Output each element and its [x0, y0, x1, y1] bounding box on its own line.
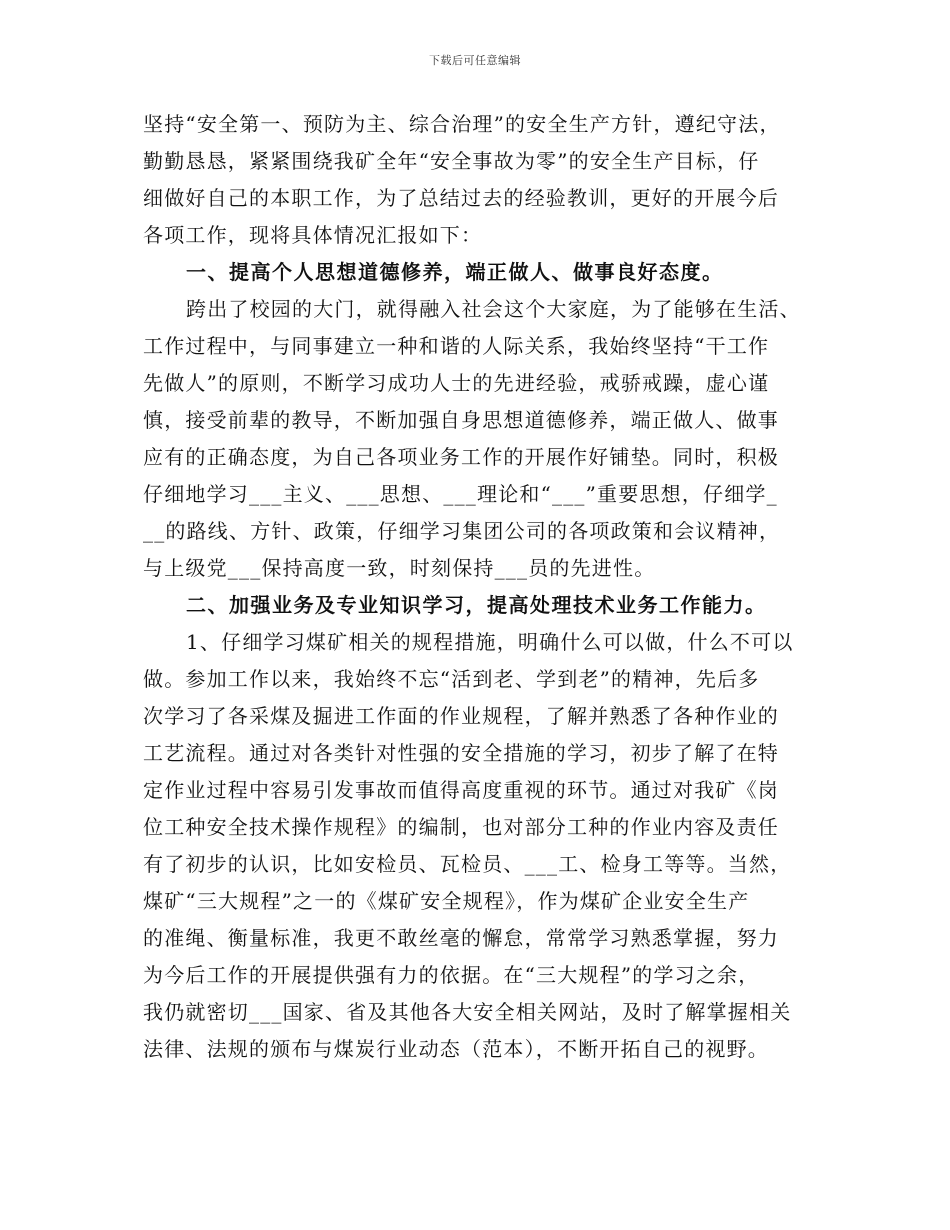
text-line: 次学习了各采煤及掘进工作面的作业规程，了解并熟悉了各种作业的	[143, 704, 779, 728]
text-line: 工艺流程。通过对各类针对性强的安全措施的学习，初步了解了在特	[143, 741, 779, 765]
text-line: 跨出了校园的大门，就得融入社会这个大家庭，为了能够在生活、	[186, 297, 801, 321]
section-heading: 二、加强业务及专业知识学习，提高处理技术业务工作能力。	[186, 593, 767, 617]
text-line: 煤矿“三大规程”之一的《煤矿安全规程》，作为煤矿企业安全生产	[143, 889, 750, 913]
text-line: 有了初步的认识，比如安检员、瓦检员、___工、检身工等等。当然，	[143, 852, 792, 876]
text-line: 工作过程中，与同事建立一种和谐的人际关系，我始终坚持“干工作	[143, 334, 770, 358]
text-line: 法律、法规的颁布与煤炭行业动态（范本），不断开拓自己的视野。	[143, 1037, 769, 1061]
text-line: 为今后工作的开展提供强有力的依据。在“三大规程”的学习之余，	[143, 963, 760, 987]
text-line: 位工种安全技术操作规程》的编制，也对部分工种的作业内容及责任	[143, 815, 779, 839]
section-heading: 一、提高个人思想道德修养，端正做人、做事良好态度。	[186, 260, 724, 284]
document-body	[143, 106, 811, 1068]
text-line: 仔细地学习___主义、___思想、___理论和“___”重要思想，仔细学_	[143, 482, 778, 506]
text-line: 勤勤恳恳，紧紧围绕我矿全年“安全事故为零”的安全生产目标，仔	[143, 149, 760, 173]
text-line: 做。参加工作以来，我始终不忘“活到老、学到老”的精神，先后多	[143, 667, 760, 691]
text-line: 的准绳、衡量标准，我更不敢丝毫的懈怠，常常学习熟悉掌握，努力	[143, 926, 779, 950]
text-line: 与上级党___保持高度一致，时刻保持___员的先进性。	[143, 556, 656, 580]
page-header: 下载后可任意编辑	[429, 54, 521, 67]
text-line: __的路线、方针、政策，仔细学习集团公司的各项政策和会议精神，	[143, 519, 781, 543]
text-line: 各项工作，现将具体情况汇报如下：	[143, 223, 483, 247]
text-line: 慎，接受前辈的教导，不断加强自身思想道德修养，端正做人、做事	[143, 408, 779, 432]
text-line: 1、仔细学习煤矿相关的规程措施，明确什么可以做，什么不可以	[186, 630, 794, 654]
text-line: 我仍就密切___国家、省及其他各大安全相关网站，及时了解掌握相关	[143, 1000, 792, 1024]
text-line: 先做人”的原则，不断学习成功人士的先进经验，戒骄戒躁，虚心谨	[143, 371, 770, 395]
text-line: 应有的正确态度，为自己各项业务工作的开展作好铺垫。同时，积极	[143, 445, 779, 469]
text-line: 定作业过程中容易引发事故而值得高度重视的环节。通过对我矿《岗	[143, 778, 779, 802]
text-line: 细做好自己的本职工作，为了总结过去的经验教训，更好的开展今后	[143, 186, 779, 210]
text-line: 坚持“安全第一、预防为主、综合治理”的安全生产方针，遵纪守法，	[143, 112, 781, 136]
